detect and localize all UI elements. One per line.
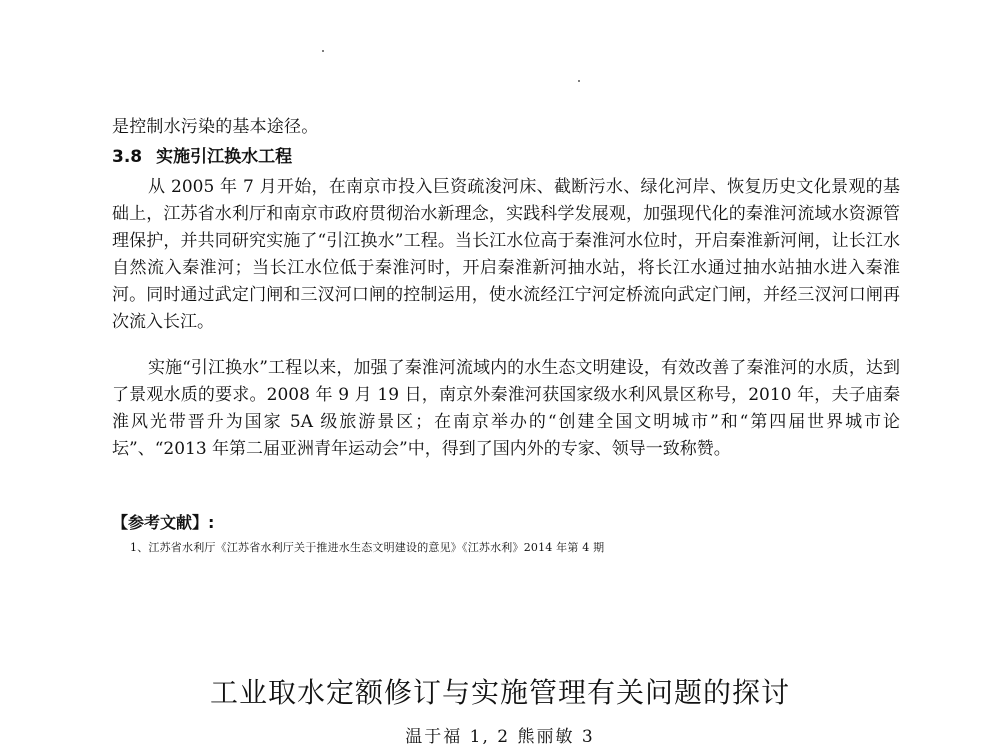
next-article-authors: 温于福 1, 2 熊丽敏 3 [405, 727, 595, 747]
body-paragraph-2: 实施“引江换水”工程以来，加强了秦淮河流域内的水生态文明建设，有效改善了秦淮河的水质，达到了景观水质的要求。2008 年 9 月 19 日，南京外秦淮河获国家级水利风景区称号，2010 年，夫子庙秦淮风光带晋升为国家 5A 级旅游景区；在南京举办的“创建全国文明城市”和“第四届世界城市论坛”、“2013 年第二届亚洲青年运动会”中，得到了国内外的专家、领导一致称赞。 [112, 358, 900, 459]
section-title: 实施引江换水工程 [156, 147, 293, 167]
references-heading: 【参考文献】: [112, 513, 215, 532]
scan-speck [322, 50, 324, 52]
next-article-title: 工业取水定额修订与实施管理有关问题的探讨 [209, 676, 790, 709]
section-heading [112, 146, 292, 168]
section-number: 3.8 [112, 147, 143, 167]
reference-item: 1、江苏省水利厅《江苏省水利厅关于推进水生态文明建设的意见》《江苏水利》2014 年第 4 期 [130, 541, 605, 554]
scan-speck [578, 80, 580, 82]
body-paragraph-1: 从 2005 年 7 月开始，在南京市投入巨资疏浚河床、截断污水、绿化河岸、恢复历史文化景观的基础上，江苏省水利厅和南京市政府贯彻治水新理念，实践科学发展观，加强现代化的秦淮河流域水资源管理保护，并共同研究实施了“引江换水”工程。当长江水位高于秦淮河水位时，开启秦淮新河闸，让长江水自然流入秦淮河；当长江水位低于秦淮河时，开启秦淮新河抽水站，将长江水通过抽水站抽水进入秦淮河。同时通过武定门闸和三汊河口闸的控制运用，使水流经江宁河定桥流向武定门闸，并经三汊河口闸再次流入长江。 [112, 177, 900, 332]
continued-text-line: 是控制水污染的基本途径。 [112, 117, 319, 137]
